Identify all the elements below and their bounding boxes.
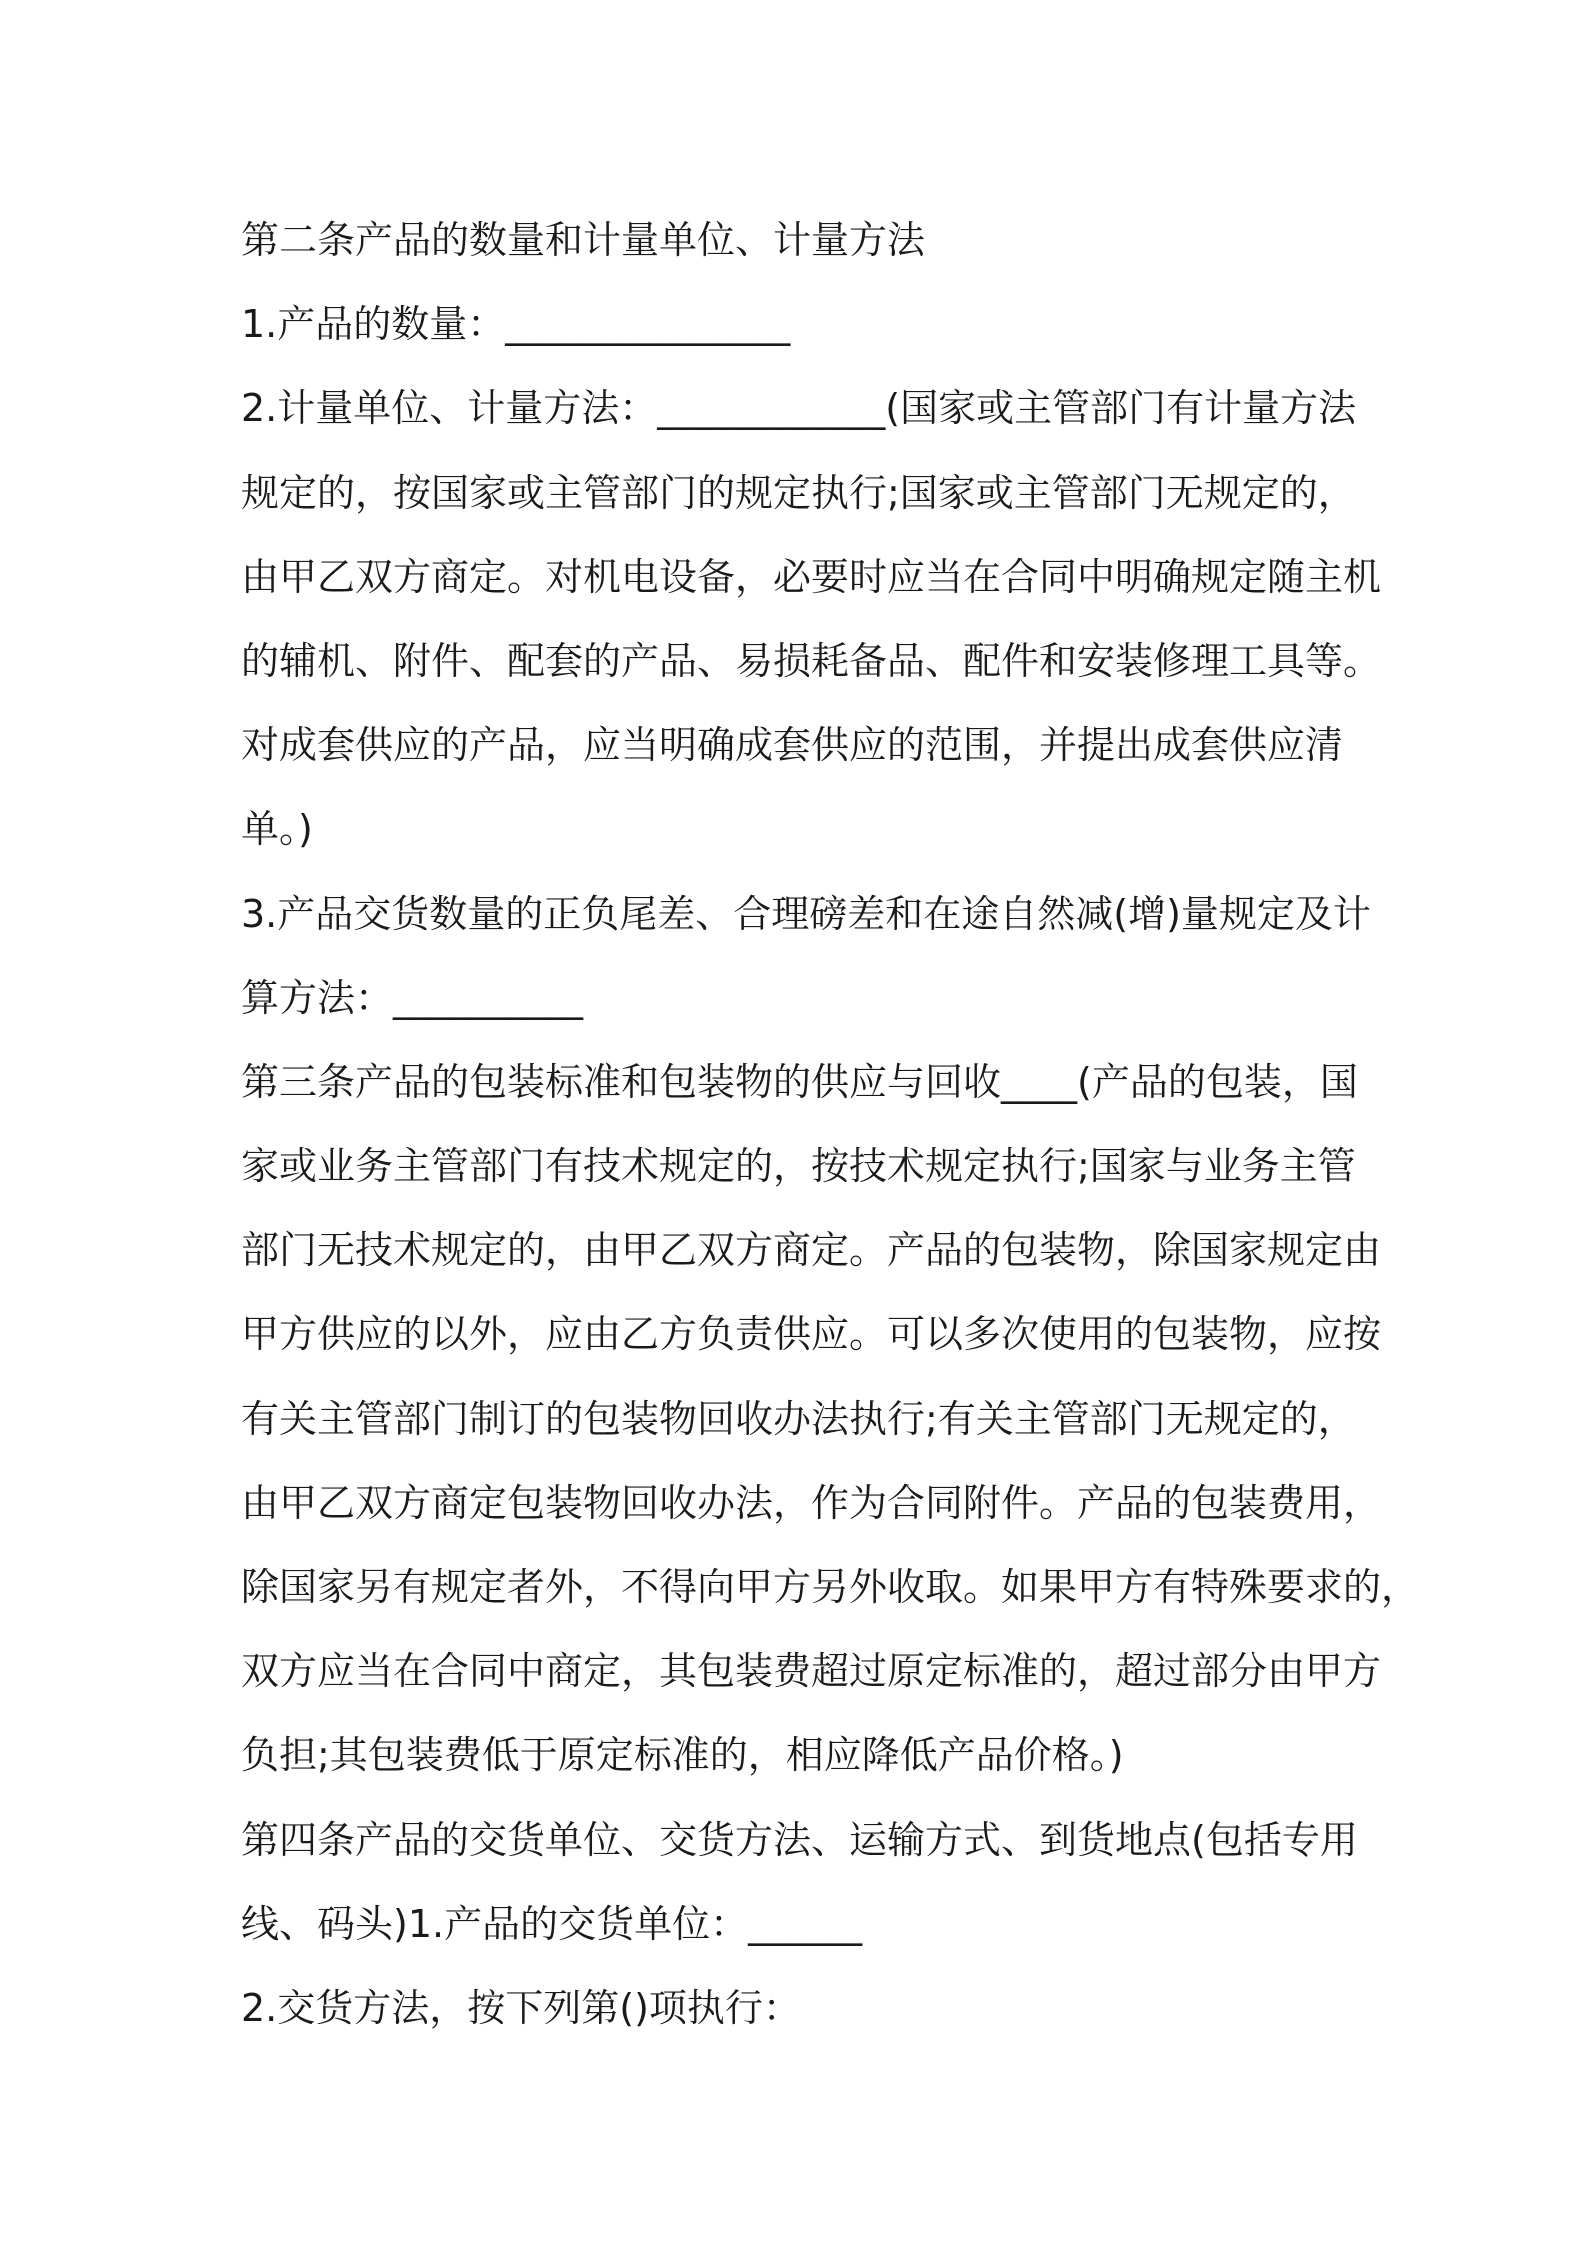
article-2-heading: 第二条产品的数量和计量单位、计量方法 (241, 218, 926, 262)
contract-text (241, 198, 1420, 2050)
article-3-text: 负担;其包装费低于原定标准的，相应降低产品价格。) (241, 1733, 1124, 1778)
article-2-item-2-text: 对成套供应的产品，应当明确成套供应的范围，并提出成套供应清 (241, 723, 1344, 768)
article-2-item-1: 1.产品的数量：_______________ (241, 302, 791, 347)
article-3-text: 有关主管部门制订的包装物回收办法执行;有关主管部门无规定的， (241, 1396, 1356, 1441)
article-3-text: 由甲乙双方商定包装物回收办法，作为合同附件。产品的包装费用， (241, 1480, 1382, 1525)
article-3-text: 双方应当在合同中商定，其包装费超过原定标准的，超过部分由甲方 (241, 1649, 1382, 1694)
article-2-item-2-text: 由甲乙双方商定。对机电设备，必要时应当在合同中明确规定随主机 (241, 554, 1382, 599)
article-3-text: 家或业务主管部门有技术规定的，按技术规定执行;国家与业务主管 (241, 1144, 1356, 1189)
article-3-text: 除国家另有规定者外，不得向甲方另外收取。如果甲方有特殊要求的， (241, 1565, 1420, 1609)
article-2-item-2: 2.计量单位、计量方法：____________(国家或主管部门有计量方法 (241, 386, 1357, 431)
article-4-heading: 第四条产品的交货单位、交货方法、运输方式、到货地点(包括专用 (241, 1817, 1358, 1862)
article-2-item-2-text: 规定的，按国家或主管部门的规定执行;国家或主管部门无规定的， (241, 470, 1356, 515)
article-3-text: 甲方供应的以外，应由乙方负责供应。可以多次使用的包装物，应按 (241, 1312, 1382, 1357)
article-2-item-2-text: 的辅机、附件、配套的产品、易损耗备品、配件和安装修理工具等。 (241, 638, 1382, 683)
article-4-item-1: 线、码头)1.产品的交货单位：______ (241, 1901, 863, 1946)
article-4-item-2: 2.交货方法，按下列第()项执行： (241, 1985, 801, 2030)
article-3-text: 部门无技术规定的，由甲乙双方商定。产品的包装物，除国家规定由 (241, 1228, 1382, 1273)
article-2-item-2-text: 单。) (241, 807, 313, 852)
article-2-item-3-text: 算方法：__________ (241, 975, 584, 1020)
article-3-heading: 第三条产品的包装标准和包装物的供应与回收____(产品的包装，国 (241, 1059, 1358, 1104)
article-2-item-3: 3.产品交货数量的正负尾差、合理磅差和在途自然减(增)量规定及计 (241, 891, 1371, 936)
